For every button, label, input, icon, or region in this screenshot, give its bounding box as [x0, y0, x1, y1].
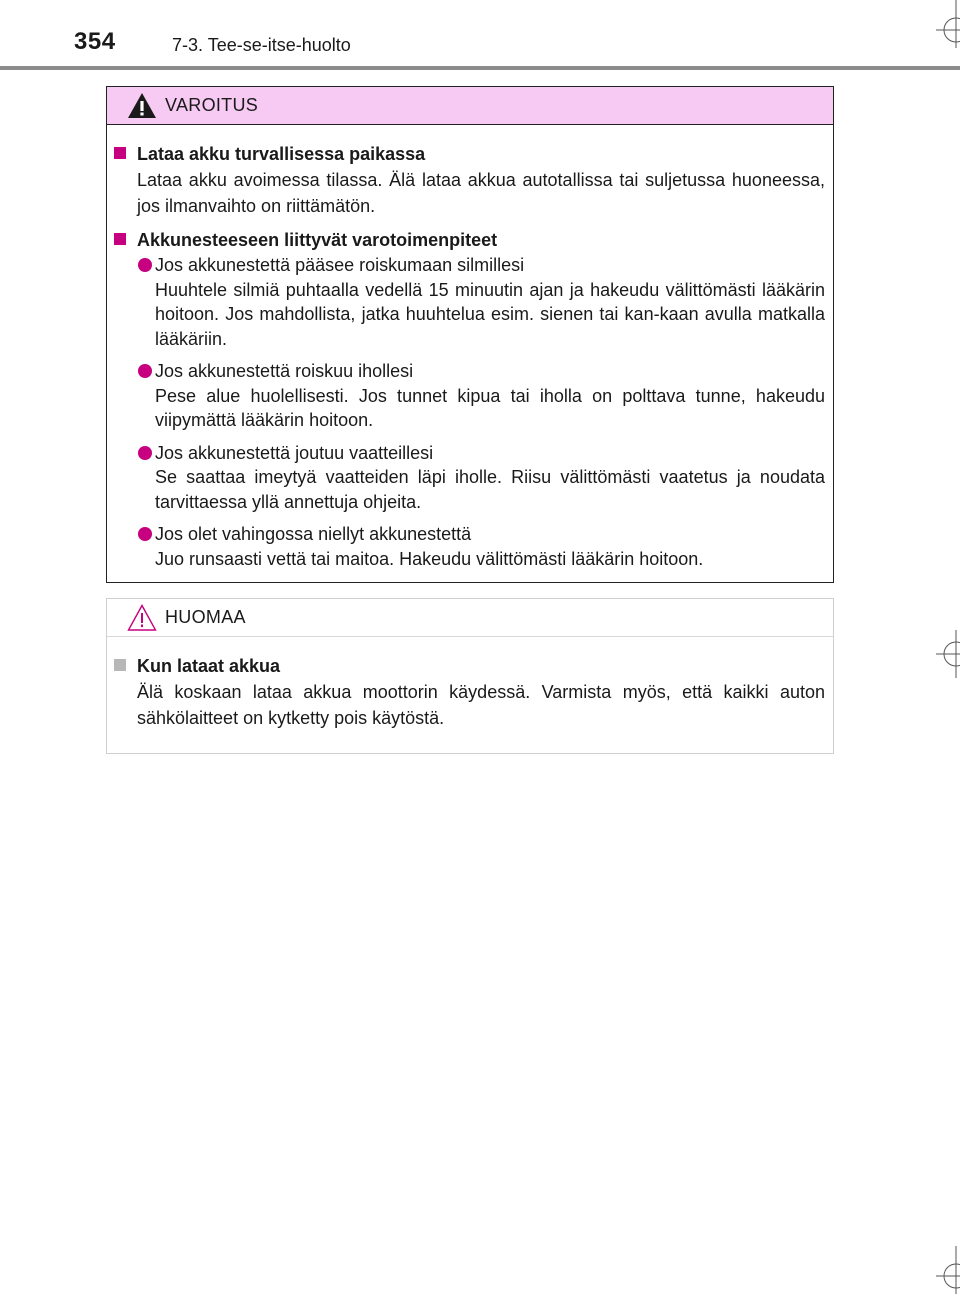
bullet-dot-icon [138, 258, 152, 272]
warning-header [107, 87, 833, 125]
bullet-text: Se saattaa imeytyä vaatteiden läpi iholle. Riisu välittömästi vaatetus ja noudata tarvittaessa yllä annettuja ohjeita. [155, 467, 825, 512]
bullet-dot-icon [138, 364, 152, 378]
warning-triangle-icon [127, 92, 157, 119]
caution-triangle-outline-icon [127, 604, 157, 631]
registration-mark-top-right-icon [936, 0, 960, 48]
list-item [113, 359, 825, 433]
square-marker-icon [114, 147, 126, 159]
section-text: Älä koskaan lataa akkua moottorin käydessä. Varmista myös, että kaikki auton sähkölaitteet on kytketty pois käytöstä. [137, 682, 825, 728]
bullet-title: Jos akkunestettä joutuu vaatteillesi [155, 442, 434, 463]
bullet-text: Pese alue huolellisesti. Jos tunnet kipua tai iholla on polttava tunne, hakeudu viipymättä lääkärin hoitoon. [155, 385, 825, 430]
list-item [113, 522, 825, 571]
section-title: 7-3. Tee-se-itse-huolto [172, 35, 351, 55]
bullet-text: Huuhtele silmiä puhtaalla vedellä 15 minuutin ajan ja hakeudu välittömästi lääkärin hoitoon. Jos mahdollista, jatka huuhtelua esim. sienen tai kan-kaan avulla matkalla lääkäriin. [155, 279, 825, 349]
square-marker-icon [114, 233, 126, 245]
page-number: 354 [74, 28, 116, 55]
bullet-dot-icon [138, 527, 152, 541]
list-item [113, 441, 825, 515]
registration-mark-bottom-right-icon [936, 1246, 960, 1294]
notice-header [107, 599, 833, 637]
registration-mark-mid-right-icon [936, 630, 960, 678]
section-heading: Kun lataat akkua [113, 653, 825, 679]
bullet-title: Jos olet vahingossa niellyt akkunestettä [155, 524, 472, 544]
warning-title: VAROITUS [165, 95, 259, 115]
notice-body [107, 637, 833, 731]
header-rule [0, 66, 960, 70]
section-heading: Akkunesteeseen liittyvät varotoimenpiteet [113, 227, 825, 253]
section-text: Lataa akku avoimessa tilassa. Älä lataa akkua autotallissa tai suljetussa huoneessa, jos ilmanvaihto on riittämätön. [137, 170, 825, 216]
square-marker-icon [114, 659, 126, 671]
list-item [113, 253, 825, 351]
warning-body [107, 125, 833, 571]
warning-box [106, 86, 834, 583]
bullet-title: Jos akkunestettä pääsee roiskumaan silmillesi [155, 255, 525, 275]
bullet-text: Juo runsaasti vettä tai maitoa. Hakeudu välittömästi lääkärin hoitoon. [155, 548, 704, 569]
page-header [0, 0, 960, 72]
section-heading: Lataa akku turvallisessa paikassa [113, 141, 825, 167]
bullet-dot-icon [138, 446, 152, 460]
notice-box [106, 598, 834, 754]
notice-title: HUOMAA [165, 607, 246, 627]
bullet-title: Jos akkunestettä roiskuu ihollesi [155, 361, 414, 381]
